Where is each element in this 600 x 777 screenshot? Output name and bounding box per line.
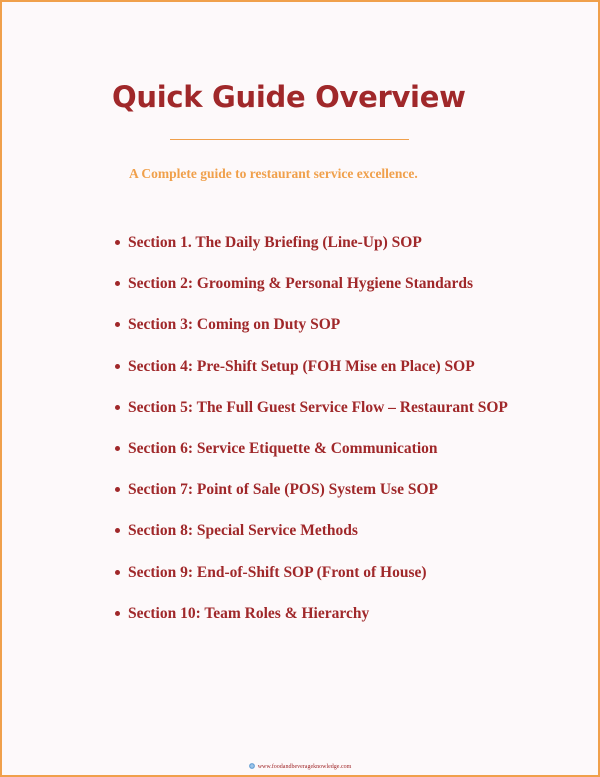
- section-label: Section 10: Team Roles & Hierarchy: [128, 604, 370, 622]
- section-label: Section 9: End-of-Shift SOP (Front of House): [128, 563, 427, 581]
- globe-icon: [249, 763, 255, 769]
- section-label: Section 7: Point of Sale (POS) System Use SOP: [128, 481, 438, 499]
- section-label: Section 2: Grooming & Personal Hygiene Standards: [128, 275, 474, 293]
- section-list-item: [112, 562, 508, 603]
- section-list-item: [112, 520, 508, 561]
- website-link[interactable]: www.foodandbeverageknowledge.com: [257, 764, 352, 770]
- bullet-icon: [115, 611, 120, 616]
- bullet-icon: [115, 281, 120, 286]
- page-title: Quick Guide Overview: [112, 80, 466, 114]
- section-label: Section 8: Special Service Methods: [128, 522, 358, 540]
- section-list-item: [112, 479, 508, 520]
- bullet-icon: [115, 364, 120, 369]
- section-list-item: [112, 397, 508, 438]
- section-list-item: [112, 273, 508, 314]
- bullet-icon: [115, 570, 120, 575]
- section-label: Section 3: Coming on Duty SOP: [128, 316, 341, 334]
- bullet-icon: [115, 446, 120, 451]
- bullet-icon: [115, 528, 120, 533]
- section-list-item: [112, 603, 508, 644]
- bullet-icon: [115, 487, 120, 492]
- section-label: Section 5: The Full Guest Service Flow – Restaurant SOP: [128, 398, 508, 416]
- section-label: Section 4: Pre-Shift Setup (FOH Mise en Place) SOP: [128, 357, 475, 375]
- bullet-icon: [115, 322, 120, 327]
- section-list-item: [112, 314, 508, 355]
- title-divider: [170, 139, 409, 140]
- section-label: Section 6: Service Etiquette & Communication: [128, 439, 438, 457]
- page-subtitle: A Complete guide to restaurant service excellence.: [129, 166, 418, 181]
- section-list: [112, 232, 508, 644]
- section-list-item: [112, 232, 508, 273]
- section-list-item: [112, 356, 508, 397]
- page-footer: [2, 763, 598, 770]
- section-list-item: [112, 438, 508, 479]
- bullet-icon: [115, 405, 120, 410]
- bullet-icon: [115, 240, 120, 245]
- section-label: Section 1. The Daily Briefing (Line-Up) SOP: [128, 234, 422, 251]
